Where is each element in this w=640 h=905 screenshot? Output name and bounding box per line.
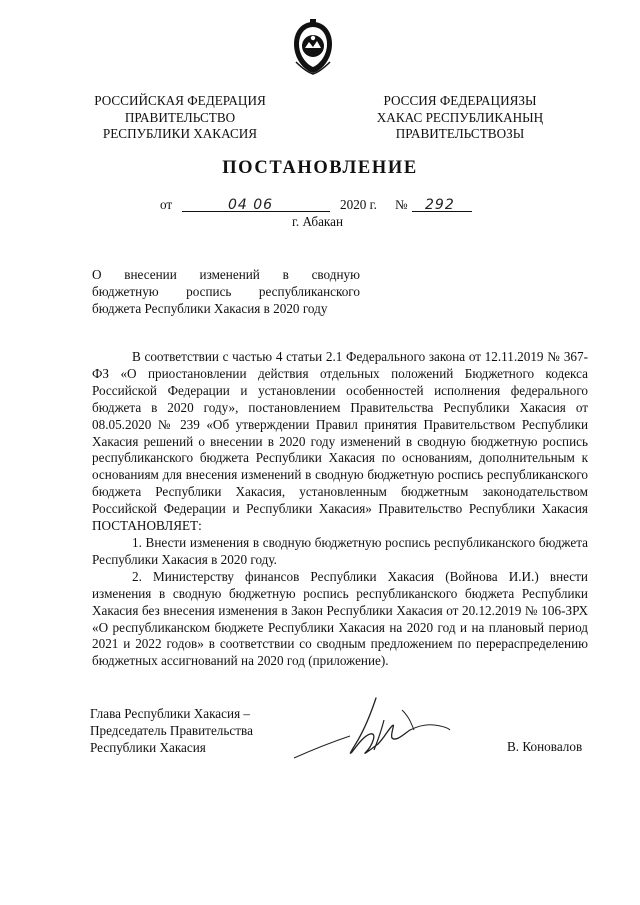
header-right-line: ПРАВИТЕЛЬСТВОЗЫ <box>395 126 525 142</box>
date-line <box>0 197 640 215</box>
subject-line: бюджетную роспись республиканского <box>92 284 360 300</box>
header-left-line: ПРАВИТЕЛЬСТВО <box>124 109 236 125</box>
body-paragraph: В соответствии с частью 4 статьи 2.1 Федерального закона от 12.11.2019 № 367-ФЗ «О приостановлении действия отдельных положений Бюджетного кодекса Российской Федерации и установлении особенностей исполнения федерального бюджета в 2020 году», постановлением Правительства Республики Хакасия от 08.05.2020 № 239 «Об утверждении Правил принятия Правительством Республики Хакасия решений о внесении в 2020 году изменений в сводную бюджетную роспись республиканского бюджета Республики Хакасия по основаниям, дополнительным к основаниям для внесения изменений в сводную бюджетную роспись республиканского бюджета Республики Хакасия, установленным бюджетным законодательством Российской Федерации и Республики Хакасия» Правительство Республики Хакасия ПОСТАНОВЛЯЕТ: <box>92 349 588 534</box>
document-body <box>92 349 588 670</box>
signatory-title-line: Председатель Правительства <box>90 723 253 738</box>
city: г. Абакан <box>292 214 344 229</box>
header-left-line: РЕСПУБЛИКИ ХАКАСИЯ <box>102 126 258 142</box>
signatory-name: В. Коновалов <box>507 739 583 754</box>
body-paragraph: 2. Министерству финансов Республики Хакасия (Войнова И.И.) внести изменения в сводную бюджетную роспись республиканского бюджета Республики Хакасия без внесения изменения в Закон Республики Хакасия от 20.12.2019 № 106-ЗРХ «О республиканском бюджете Республики Хакасия на 2020 год и на плановый период 2021 и 2022 годов» в соответствии со сводным предложением по перераспределению бюджетных ассигнований на 2020 год (приложение). <box>92 568 588 669</box>
body-paragraph: 1. Внести изменения в сводную бюджетную роспись республиканского бюджета Республики Хакасия в 2020 году. <box>92 534 588 567</box>
header-right-line: РОССИЯ ФЕДЕРАЦИЯЗЫ <box>383 93 537 108</box>
coat-of-arms-emblem-icon <box>288 18 338 76</box>
subject-line: О внесении изменений в сводную <box>92 267 360 282</box>
header-left <box>80 93 280 143</box>
handwritten-signature-icon <box>292 690 452 770</box>
signatory-title <box>90 705 253 756</box>
header-left-line: РОССИЙСКАЯ ФЕДЕРАЦИЯ <box>94 93 266 108</box>
number-handwritten: 292 <box>425 197 455 213</box>
header-right-line: ХАКАС РЕСПУБЛИКАНЫҢ <box>376 109 544 125</box>
header-right <box>360 93 560 143</box>
number-label: № <box>395 197 408 212</box>
date-from-label: от <box>160 197 173 212</box>
date-handwritten: 04 06 <box>228 197 274 213</box>
signatory-title-line: Глава Республики Хакасия – <box>90 706 251 721</box>
signatory-title-line: Республики Хакасия <box>90 740 206 755</box>
year-label: 2020 г. <box>340 197 377 212</box>
document-title: ПОСТАНОВЛЕНИЕ <box>222 158 418 178</box>
subject-line: бюджета Республики Хакасия в 2020 году <box>92 301 328 317</box>
document-subject <box>92 266 360 318</box>
